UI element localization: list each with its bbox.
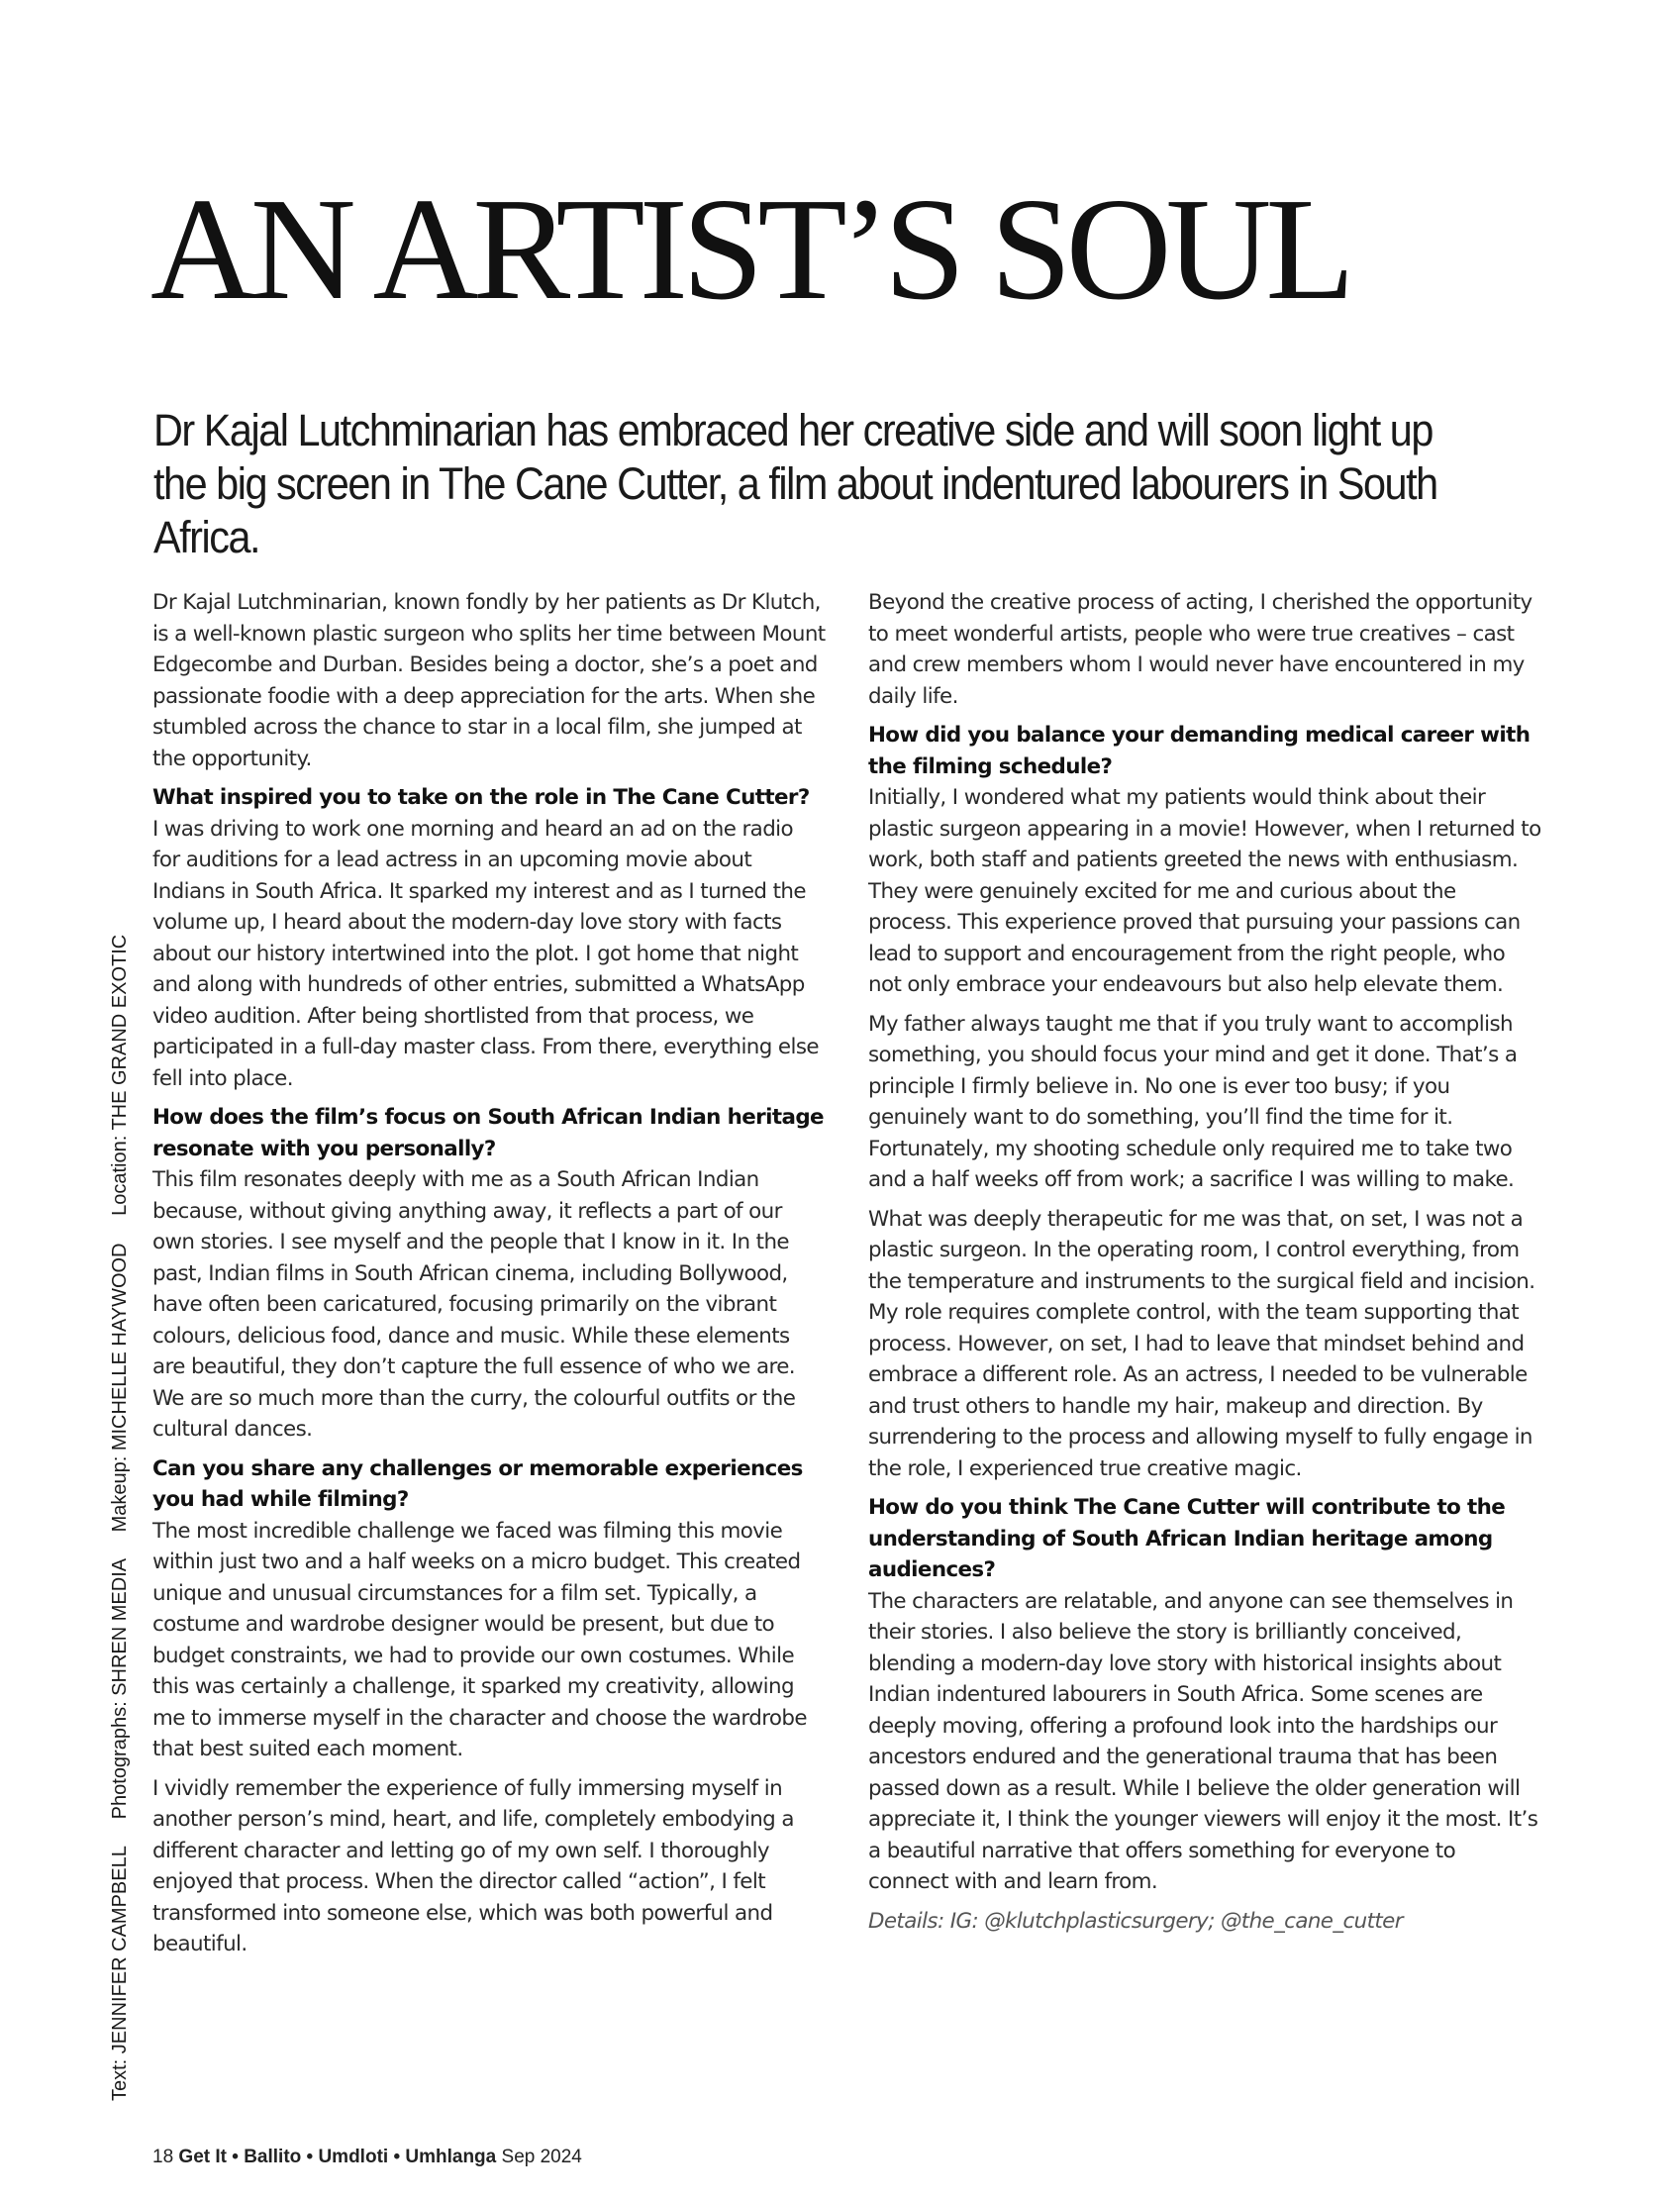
credit-text: Text: JENNIFER CAMPBELL	[109, 1846, 131, 2101]
answer-paragraph: This film resonates deeply with me as a South African Indian because, without giving anything away, it reflects a part of our own stories. I see myself and the people that I know in it. In the past, Indian films in South African cinema, including Bollywood, have often been caricatured, focusing primarily on the vibrant colours, delicious food, dance and music. While these elements are beautiful, they don’t capture the full essence of who we are. We are so much more than the curry, the colourful outfits or the cultural dances.	[152, 1167, 796, 1442]
answer-paragraph: Beyond the creative process of acting, I cherished the opportunity to meet wonderful artists, people who were true creatives – cast and crew members whom I would never have encountered in my daily life.	[868, 590, 1532, 709]
details-social-handles: Details: IG: @klutchplasticsurgery; @the_cane_cutter	[868, 1908, 1403, 1934]
issue-date: Sep 2024	[501, 2147, 582, 2167]
page-footer	[152, 2147, 582, 2168]
answer-paragraph: Initially, I wondered what my patients would think about their plastic surgeon appearing in a movie! However, when I returned to work, both staff and patients greeted the news with enthusiasm. They were genuinely excited for me and curious about the process. This experience proved that pursuing your passions can lead to support and encouragement from the right people, who not only embrace your endeavours but also help elevate them.	[868, 785, 1541, 997]
page-number: 18	[152, 2147, 174, 2167]
answer-paragraph: The characters are relatable, and anyone can see themselves in their stories. I also believe the story is brilliantly conceived, blending a modern-day love story with historical insights about Indian indentured labourers in South Africa. Some scenes are deeply moving, offering a profound look into the hardships our ancestors endured and the generational trauma that has been passed down as a result. While I believe the older generation will appreciate it, I think the younger viewers will enjoy it the most. It’s a beautiful narrative that offers something for everyone to connect with and learn from.	[868, 1588, 1538, 1894]
article-column-right	[868, 587, 1541, 1945]
question-heading: How do you think The Cane Cutter will contribute to the understanding of South African Indian heritage among audiences?	[868, 1495, 1506, 1582]
article-column-left	[152, 587, 826, 1968]
question-heading: How does the film’s focus on South African Indian heritage resonate with you personally?	[152, 1105, 824, 1161]
answer-paragraph: I was driving to work one morning and heard an ad on the radio for auditions for a lead actress in an upcoming movie about Indians in South Africa. It sparked my interest and as I turned the volume up, I heard about the modern-day love story with facts about our history intertwined into the plot. I got home that night and along with hundreds of other entries, submitted a WhatsApp video audition. After being shortlisted from that process, we participated in a full-day master class. From there, everything else fell into place.	[152, 816, 819, 1091]
credit-makeup: Makeup: MICHELLE HAYWOOD	[109, 1243, 131, 1533]
magazine-name: Get It	[178, 2147, 227, 2167]
question-heading: Can you share any challenges or memorable experiences you had while filming?	[152, 1455, 803, 1512]
intro-paragraph: Dr Kajal Lutchminarian, known fondly by her patients as Dr Klutch, is a well-known plastic surgeon who splits her time between Mount Edgecombe and Durban. Besides being a doctor, she’s a poet and passionate foodie with a deep appreciation for the arts. When she stumbled across the chance to star in a local film, she jumped at the opportunity.	[152, 590, 826, 771]
answer-paragraph: What was deeply therapeutic for me was that, on set, I was not a plastic surgeon. In the operating room, I control everything, from the temperature and instruments to the surgical field and incision. My role requires complete control, with the team supporting that process. However, on set, I had to leave that mindset behind and embrace a different role. As an actress, I needed to be vulnerable and trust others to handle my hair, makeup and direction. By surrendering to the process and allowing myself to fully engage in the role, I experienced true creative magic.	[868, 1206, 1535, 1481]
question-heading: How did you balance your demanding medical career with the filming schedule?	[868, 723, 1531, 779]
headline: AN ARTIST’S SOUL	[150, 168, 1349, 331]
standfirst: Dr Kajal Lutchminarian has embraced her creative side and will soon light up the big screen in The Cane Cutter, a film about indentured labourers in South Africa.	[153, 405, 1437, 562]
photo-credits	[109, 769, 132, 2101]
answer-paragraph: The most incredible challenge we faced was filming this movie within just two and a half weeks on a micro budget. This created unique and unusual circumstances for a film set. Typically, a costume and wardrobe designer would be present, but due to budget constraints, we had to provide our own costumes. While this was certainly a challenge, it sparked my creativity, allowing me to immerse myself in the character and choose the wardrobe that best suited each moment.	[152, 1518, 807, 1761]
magazine-regions: • Ballito • Umdloti • Umhlanga	[232, 2147, 497, 2167]
credit-location: Location: THE GRAND EXOTIC	[109, 934, 131, 1216]
question-heading: What inspired you to take on the role in The Cane Cutter?	[152, 785, 810, 810]
credit-photographs: Photographs: SHREN MEDIA	[109, 1558, 131, 1820]
answer-paragraph: My father always taught me that if you truly want to accomplish something, you should focus your mind and get it done. That’s a principle I firmly believe in. No one is ever too busy; if you genuinely want to do something, you’ll find the time for it. Fortunately, my shooting schedule only required me to take two and a half weeks off from work; a sacrifice I was willing to make.	[868, 1011, 1518, 1192]
answer-paragraph: I vividly remember the experience of fully immersing myself in another person’s mind, heart, and life, completely embodying a different character and letting go of my own self. I thoroughly enjoyed that process. When the director called “action”, I felt transformed into someone else, which was both powerful and beautiful.	[152, 1775, 794, 1956]
